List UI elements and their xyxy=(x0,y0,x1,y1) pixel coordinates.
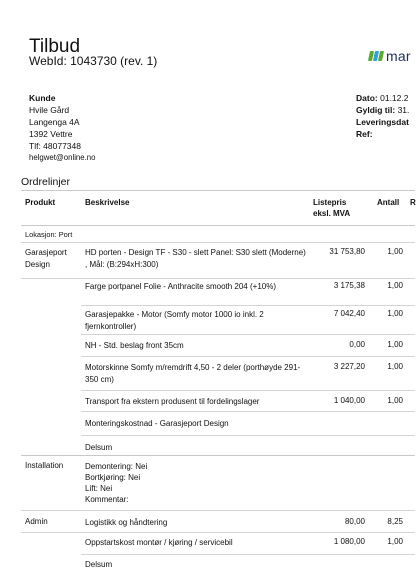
cell-produkt: Garasjeport Design xyxy=(25,248,67,270)
cell-beskrivelse: Farge portpanel Folie - Anthracite smooth 204 (+10%) xyxy=(85,282,276,291)
location-label: Lokasjon: Port xyxy=(25,230,73,239)
header-produkt: Produkt xyxy=(25,198,56,207)
logo-mark-icon xyxy=(369,51,383,61)
meta-date-row xyxy=(356,92,409,104)
table-row xyxy=(81,532,415,555)
table-row xyxy=(81,278,415,306)
table-row xyxy=(81,435,415,455)
cell-antall: 1,00 xyxy=(387,340,403,349)
table-row xyxy=(81,390,415,412)
customer-postal: 1392 Vettre xyxy=(29,129,73,140)
table-row xyxy=(81,554,415,574)
cell-beskrivelse: Demontering: Nei Bortkjøring: Nei Lift: Nei Kommentar: xyxy=(85,462,148,504)
table-row xyxy=(81,356,415,391)
cell-produkt: Installation xyxy=(25,461,64,470)
cell-antall: 1,00 xyxy=(387,309,403,318)
section-title: Ordrelinjer xyxy=(21,176,71,188)
cell-beskrivelse: Monteringskostnad - Garasjeport Design xyxy=(85,419,229,428)
header-listepris: Listepris xyxy=(313,198,347,207)
cell-pris: 3 227,20 xyxy=(333,362,365,371)
header-beskrivelse: Beskrivelse xyxy=(85,198,130,207)
meta-date-label: Dato: xyxy=(356,93,378,103)
cell-pris: 31 753,80 xyxy=(329,247,365,256)
logo-text: mar xyxy=(386,48,411,64)
customer-label: Kunde xyxy=(29,93,56,103)
cell-antall: 1,00 xyxy=(387,247,403,256)
meta-ref-row xyxy=(356,128,409,140)
cell-produkt: Admin xyxy=(25,517,48,526)
meta-ref-label: Ref: xyxy=(356,129,373,140)
cell-beskrivelse: Motorskinne Somfy m/remdrift 4,50 - 2 deler (porthøyde 291-350 cm) xyxy=(85,363,301,385)
table-row xyxy=(81,334,415,357)
header-extra: R xyxy=(410,198,416,207)
customer-email: helgwet@online.no xyxy=(29,153,96,163)
customer-phone: Tlf: 48077348 xyxy=(29,141,81,152)
cell-antall: 8,25 xyxy=(387,517,403,526)
cell-antall: 1,00 xyxy=(387,537,403,546)
table-header xyxy=(21,190,415,226)
cell-beskrivelse: HD porten - Design TF - S30 - slett Panel: S30 slett (Moderne) , Mål: (B:294xH:300) xyxy=(85,248,306,270)
meta-delivery-row xyxy=(356,116,409,128)
cell-pris: 7 042,40 xyxy=(333,309,365,318)
webid-label: WebId: 1043730 (rev. 1) xyxy=(29,54,158,68)
table-row xyxy=(81,305,415,335)
meta-valid-label: Gyldig til: xyxy=(356,105,396,116)
cell-beskrivelse: Garasjepakke - Motor (Somfy motor 1000 io inkl. 2 fjernkontroller) xyxy=(85,310,264,332)
table-row xyxy=(21,456,415,511)
cell-antall: 1,00 xyxy=(387,362,403,371)
meta-block xyxy=(356,92,409,140)
cell-pris: 0,00 xyxy=(349,340,365,349)
meta-valid-row xyxy=(356,104,409,116)
cell-beskrivelse: NH - Std. beslag front 35cm xyxy=(85,341,184,350)
customer-street: Langenga 4A xyxy=(29,117,80,128)
cell-beskrivelse: Delsum xyxy=(85,443,113,452)
table-row xyxy=(21,242,415,279)
table-row xyxy=(21,510,415,533)
cell-antall: 1,00 xyxy=(387,396,403,405)
cell-beskrivelse: Logistikk og håndtering xyxy=(85,518,168,527)
document-title: Tilbud xyxy=(29,36,81,57)
cell-pris: 1 040,00 xyxy=(333,396,365,405)
header-listepris-sub: eksl. MVA xyxy=(313,209,351,218)
cell-beskrivelse: Transport fra ekstern produsent til fordelingslager xyxy=(85,397,260,406)
header-antall: Antall xyxy=(377,198,400,207)
company-logo xyxy=(369,48,411,64)
meta-date-value: 01.12.2 xyxy=(380,93,409,103)
customer-block xyxy=(29,92,95,165)
meta-delivery-label: Leveringsdat xyxy=(356,117,409,128)
cell-beskrivelse: Oppstartskost montør / kjøring / servicebil xyxy=(85,538,233,547)
location-row xyxy=(21,226,415,243)
cell-pris: 1 080,00 xyxy=(333,537,365,546)
cell-pris: 80,00 xyxy=(344,517,365,526)
customer-name: Hvile Gård xyxy=(29,105,70,116)
table-row xyxy=(81,411,415,436)
cell-antall: 1,00 xyxy=(387,281,403,290)
meta-valid-value: 31. xyxy=(397,105,410,116)
cell-beskrivelse: Delsum xyxy=(85,560,113,569)
cell-pris: 3 175,38 xyxy=(333,281,365,290)
